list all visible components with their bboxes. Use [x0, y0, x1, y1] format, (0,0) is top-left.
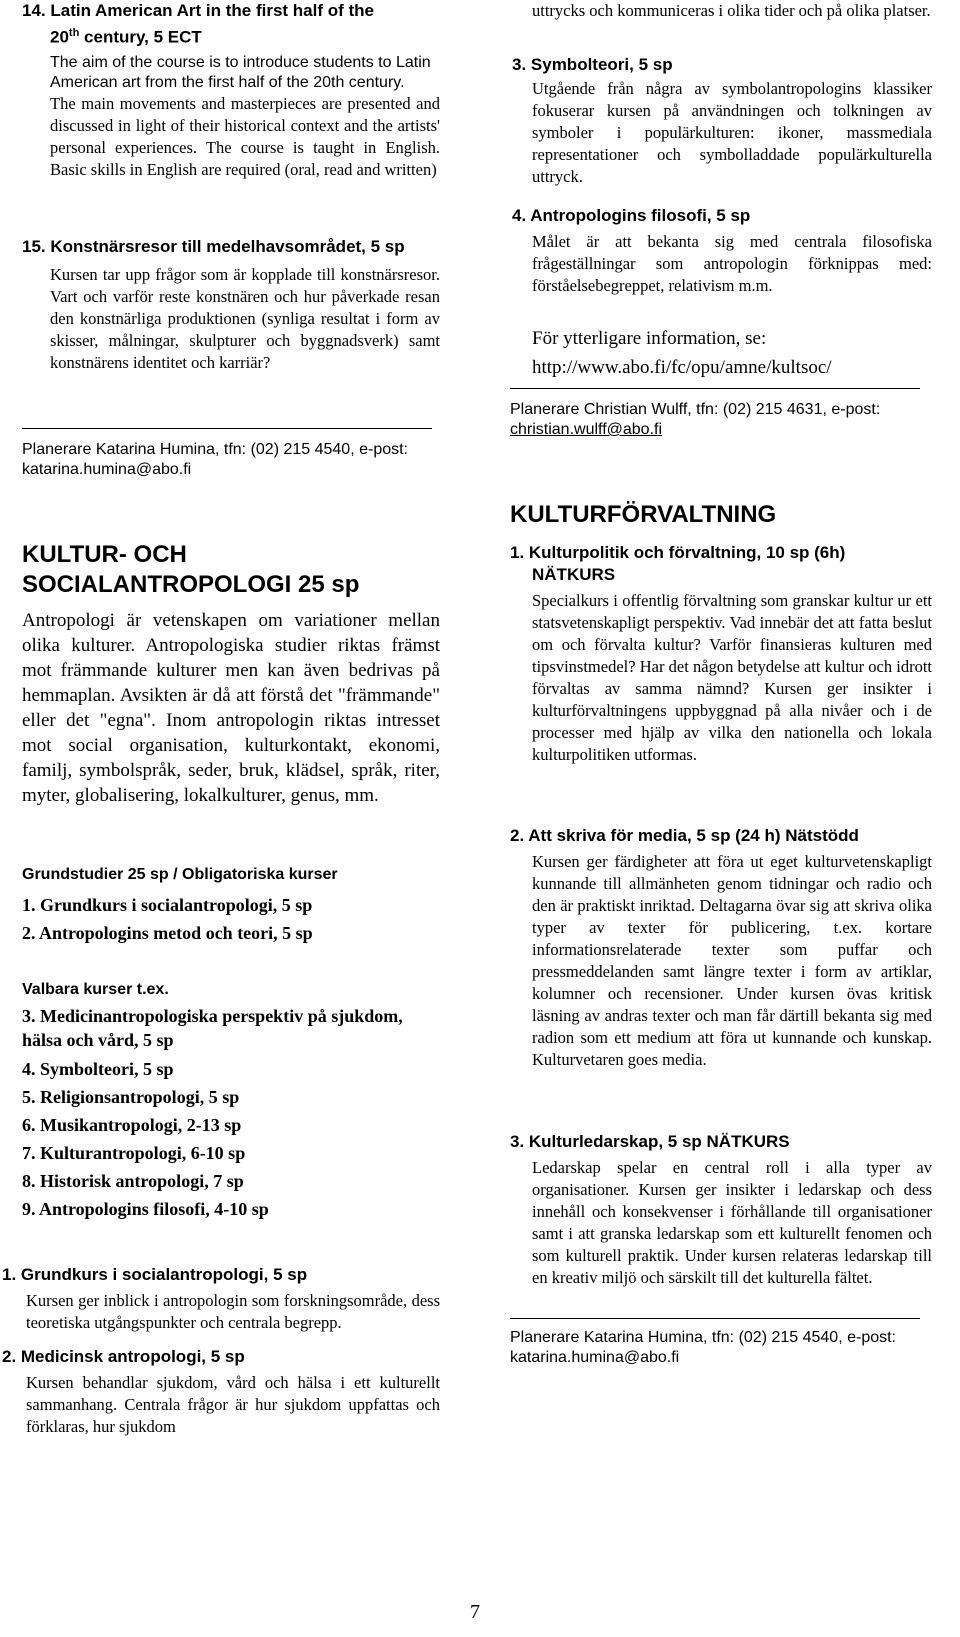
desc-1-title: 1. Grundkurs i socialantropologi, 5 sp [2, 1265, 308, 1284]
desc-1-body: Kursen ger inblick i antropologin som forskningsområde, dess teoretiska utgångspunkter och centrala begrepp. [26, 1291, 440, 1332]
course-3-body: Utgående från några av symbolantropologins klassiker fokuserar kursen på användningen och tolkningen av symboler i populärkulturen: ikoner, massmediala representationer och symbolladdade populärkulturella uttryck. [532, 79, 932, 186]
k-course-2 [510, 825, 932, 1071]
course-15-title: 15. Konstnärsresor till medelhavsområdet, 5 sp [22, 237, 405, 256]
list-item: 2. Antropologins metod och teori, 5 sp [22, 923, 313, 943]
course-3-symbol [512, 54, 932, 188]
planner-wulff: Planerare Christian Wulff, tfn: (02) 215 4631, e-post: christian.wulff@abo.fi [510, 401, 881, 438]
info-label: För ytterligare information, se: [532, 328, 767, 349]
basic-studies-heading: Grundstudier 25 sp / Obligatoriska kurser [22, 866, 338, 883]
course-14-title-line1: 14. Latin American Art in the first half of the [22, 1, 375, 20]
divider [510, 388, 920, 389]
k-course-3-body: Ledarskap spelar en central roll i alla typer av organisationer. Kursen ger insikter i ledarskap och dess innehåll och konsekvenser i förhållande till organisationer samt i att granska ledarskap som ett kulturellt fenomen och som kulturell praktik. Under kursen relateras ledarskap till en kreativ miljö och särskilt till det kulturella fältet. [532, 1158, 932, 1287]
list-item: 4. Symbolteori, 5 sp [22, 1059, 174, 1079]
anthropology-section [22, 540, 440, 808]
list-item: 3. Medicinantropologiska perspektiv på sjukdom, hälsa och vård, 5 sp [22, 1006, 403, 1050]
section-title-line2: SOCIALANTROPOLOGI 25 sp [22, 571, 360, 598]
kulturforvaltning-title: KULTURFÖRVALTNING [510, 501, 777, 528]
course-3-title: 3. Symbolteori, 5 sp [512, 55, 673, 74]
k-course-3-title: 3. Kulturledarskap, 5 sp NÄTKURS [510, 1132, 790, 1151]
list-item: 6. Musikantropologi, 2-13 sp [22, 1115, 242, 1135]
list-item: 7. Kulturantropologi, 6-10 sp [22, 1143, 246, 1163]
course-descriptions [2, 1264, 440, 1438]
course-14-body: The main movements and masterpieces are presented and discussed in light of their historical context and the artists' personal experiences. The course is taught in English. Basic skills in English are required (oral, read and written) [50, 93, 440, 179]
section-intro: Antropologi är vetenskapen om variationer mellan olika kulturer. Antropologiska studier riktas främst mot främmande kulturer men kan även bedrivas på hemmaplan. Avsikten är då att förstå det "främmande" eller det "egna". Inom antropologin riktas intresset mot social organisation, kulturkontakt, ekonomi, familj, symbolspråk, seder, bruk, klädsel, språk, riter, myter, globalisering, lokalkulturer, genus, mm. [22, 610, 440, 806]
list-item: 1. Grundkurs i socialantropologi, 5 sp [22, 895, 313, 915]
k-course-1 [510, 542, 932, 766]
desc-2-body: Kursen behandlar sjukdom, vård och hälsa i ett kulturellt sammanhang. Centrala frågor är hur sjukdom uppfattas och förklaras, hur sjukdom [26, 1373, 440, 1436]
course-14-intro: The aim of the course is to introduce students to Latin American art from the first half of the 20th century. [50, 53, 431, 91]
divider [510, 1318, 920, 1319]
k-course-2-title: 2. Att skriva för media, 5 sp (24 h) Nätstödd [510, 826, 859, 845]
elective-heading: Valbara kurser t.ex. [22, 981, 169, 998]
k-course-2-body: Kursen ger färdigheter att föra ut eget kulturvetenskapligt kunnande till allmänheten genom tidningar och radio och den är praktiskt inriktad. Deltagarna övar sig att skriva olika typer av texter för publicering, t.ex. kortare informationsrelaterade texter som puffar och pressmeddelanden samt längre texter i form av artiklar, kolumner och recensioner. Under kursen övas kritisk läsning av andras texter och man får därtill bekanta sig med radion som ett medium att föra ut kunnande och kunskap. Kulturvetaren goes media. [532, 852, 932, 1069]
basic-studies-list [22, 891, 440, 947]
list-item: 9. Antropologins filosofi, 4-10 sp [22, 1199, 269, 1219]
desc-2-title: 2. Medicinsk antropologi, 5 sp [2, 1347, 245, 1366]
course-14 [22, 0, 440, 181]
email-link[interactable]: christian.wulff@abo.fi [510, 421, 663, 438]
info-url[interactable]: http://www.abo.fi/fc/opu/amne/kultsoc/ [532, 357, 832, 378]
planner-humina: Planerare Katarina Humina, tfn: (02) 215 4540, e-post: katarina.humina@abo.fi [22, 441, 408, 478]
continuation-text: uttrycks och kommuniceras i olika tider och på olika platser. [532, 1, 931, 20]
list-item: 5. Religionsantropologi, 5 sp [22, 1087, 240, 1107]
course-4-body: Målet är att bekanta sig med centrala filosofiska frågeställningar som antropologin förknippas med: förståelsebegreppet, relativism m.m. [532, 232, 932, 295]
course-4-philosophy [512, 205, 932, 297]
divider [22, 428, 432, 429]
list-item: 8. Historisk antropologi, 7 sp [22, 1171, 244, 1191]
course-15 [22, 236, 440, 374]
page-number: 7 [470, 1601, 480, 1623]
planner-humina-2: Planerare Katarina Humina, tfn: (02) 215 4540, e-post: katarina.humina@abo.fi [510, 1329, 896, 1366]
course-15-body: Kursen tar upp frågor som är kopplade till konstnärsresor. Vart och varför reste konstnären och hur påverkade resan den konstnärliga produktionen (synliga resultat i form av skisser, målningar, skulpturer och byggnadsverk) samt konstnärens identitet och karriär? [50, 265, 440, 372]
k-course-1-title: 1. Kulturpolitik och förvaltning, 10 sp (6h) NÄTKURS [510, 543, 846, 584]
k-course-3 [510, 1131, 932, 1289]
course-14-title-line2: 20th century, 5 ECT [50, 27, 202, 47]
section-title-line1: KULTUR- OCH [22, 541, 187, 568]
course-4-title: 4. Antropologins filosofi, 5 sp [512, 206, 751, 225]
k-course-1-body: Specialkurs i offentlig förvaltning som granskar kultur ur ett statsvetenskapligt perspektiv. Vad innebär det att fatta beslut om och förvalta kultur? Varför finansieras kulturen med tipsvinstmedel? Har det någon betydelse att kultur och idrott förvaltas av samma nämnd? Kursen ger insikter i kulturförvaltningens uppbyggnad på alla nivåer och i de processer med hjälp av vilka den nationella och lokala kulturpolitiken utformas. [532, 591, 932, 764]
elective-list [22, 1004, 422, 1223]
